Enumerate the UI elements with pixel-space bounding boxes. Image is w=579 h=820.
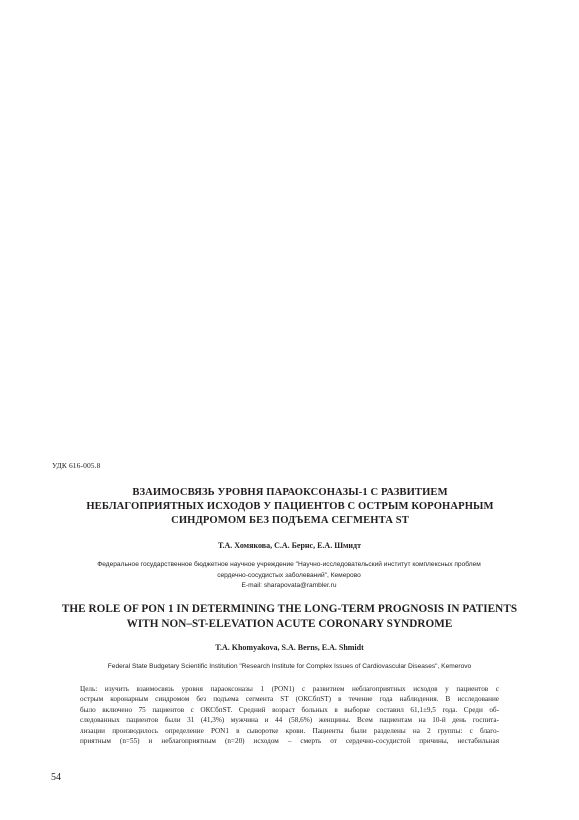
title-en-line: THE ROLE OF PON 1 IN DETERMINING THE LONG-TERM PROGNOSIS IN PATIENTS	[61, 603, 518, 615]
title-ru-line: НЕБЛАГОПРИЯТНЫХ ИСХОДОВ У ПАЦИЕНТОВ С ОСТРЫМ КОРОНАРНЫМ	[86, 501, 494, 512]
abstract-line: было включено 75 пациентов с ОКСбпST. Средний возраст больных в выборке составил 61,1±9,5 года. Среди об-	[80, 705, 499, 714]
abstract-line: лизации производилось определение PON1 в сыворотке крови. Пациенты были разделены на 2 группы: с благо-	[80, 726, 499, 735]
page-number: 54	[51, 772, 61, 783]
article-title-en	[30, 602, 549, 632]
title-ru-line: СИНДРОМОМ БЕЗ ПОДЪЕМА СЕГМЕНТА ST	[171, 515, 409, 526]
abstract-text	[80, 684, 499, 746]
authors-ru: Т.А. Хомякова, С.А. Бернс, Е.А. Шмидт	[217, 541, 362, 550]
affiliation-ru-line: Федеральное государственное бюджетное научное учреждение "Научно-исследовательский институт комплексных проблем	[97, 561, 481, 568]
abstract-line: приятным (n=55) и неблагоприятным (n=20) исходом – смерть от сердечно-сосудистой причины, нестабильная	[80, 737, 499, 746]
author-email: E-mail: sharapovata@rambler.ru	[241, 582, 337, 589]
udk-code: УДК 616-005.8	[52, 461, 101, 470]
article-title-ru	[70, 486, 510, 528]
affiliation-ru-line: сердечно-сосудистых заболеваний", Кемерово	[217, 571, 361, 579]
title-en-line: WITH NON–ST-ELEVATION ACUTE CORONARY SYNDROME	[126, 618, 453, 630]
affiliation-ru	[60, 560, 518, 592]
abstract-line: следованных пациентов были 31 (41,3%) мужчина и 44 (58,6%) женщины. Всем пациентам на 10-й день госпита-	[80, 716, 499, 725]
abstract-line: острым коронарным синдромом без подъема сегмента ST (ОКСбпST) в течение года наблюдения. В исследование	[80, 695, 499, 704]
abstract-line: Цель: изучить взаимосвязь уровня параоксоназы 1 (PON1) с развитием неблагоприятных исходов у пациентов с	[80, 685, 499, 693]
authors-en: T.A. Khomyakova, S.A. Berns, E.A. Shmidt	[215, 643, 364, 652]
affiliation-en: Federal State Budgetary Scientific Institution "Research Institute for Complex Issues of Cardiovascular Diseases", Kemerovo	[107, 663, 472, 670]
title-ru-line: ВЗАИМОСВЯЗЬ УРОВНЯ ПАРАОКСОНАЗЫ-1 С РАЗВИТИЕМ	[132, 487, 448, 498]
